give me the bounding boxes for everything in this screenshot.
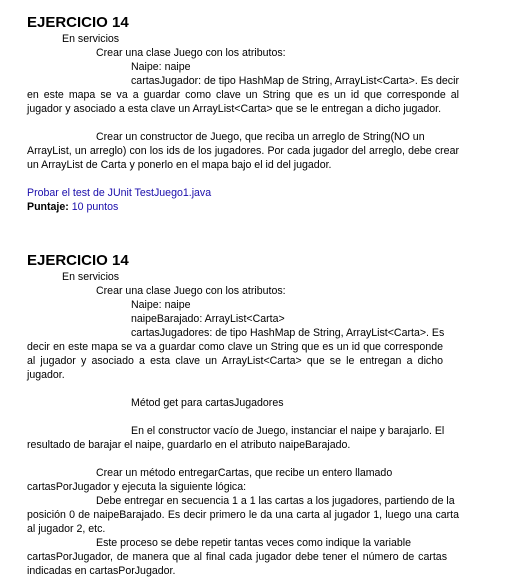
exercise-2-section: En servicios: [62, 271, 120, 283]
score-label: Puntaje:: [27, 201, 69, 213]
exercise-1-attr-naipe: Naipe: naipe: [131, 61, 191, 73]
exercise-2-attr-naipe-barajado: naipeBarajado: ArrayList<Carta>: [131, 313, 285, 325]
document-page: [27, 14, 467, 578]
exercise-1-attr-cartas-first: cartasJugador: de tipo HashMap de String, ArrayList<Carta>. Es decir: [131, 75, 459, 87]
exercise-2-ctor-first: En el constructor vacío de Juego, instanciar el naipe y barajarlo. El: [131, 425, 445, 437]
exercise-1-intro: Crear una clase Juego con los atributos:: [96, 47, 286, 59]
exercise-2-attr-naipe: Naipe: naipe: [131, 299, 191, 311]
exercise-2-method-first: Crear un método entregarCartas, que recibe un entero llamado: [96, 467, 393, 479]
exercise-2-logic1-first: Debe entregar en secuencia 1 a 1 las cartas a los jugadores, partiendo de la: [96, 495, 455, 507]
exercise-2-intro: Crear una clase Juego con los atributos:: [96, 285, 286, 297]
exercise-2-title: EJERCICIO 14: [27, 252, 129, 269]
exercise-2-attr-cartas-rest: decir en este mapa se va a guardar como clave un String que es un id que corresponde al jugador y asociado a esta clave un ArrayList<Carta> que se le entregan a dicho jugador.: [27, 341, 443, 381]
exercise-1-title: EJERCICIO 14: [27, 14, 129, 31]
exercise-1-ctor-first: Crear un constructor de Juego, que reciba un arreglo de String(NO un: [96, 131, 425, 143]
exercise-2-method-rest: cartasPorJugador y ejecuta la siguiente lógica:: [27, 481, 247, 493]
junit-test-link[interactable]: Probar el test de JUnit TestJuego1.java: [27, 187, 212, 199]
exercise-2-getter: Métod get para cartasJugadores: [131, 397, 284, 409]
exercise-2-ctor-rest: resultado de barajar el naipe, guardarlo en el atributo naipeBarajado.: [27, 439, 351, 451]
exercise-1-ctor-rest: ArrayList, un arreglo) con los ids de los jugadores. Por cada jugador del arreglo, debe crear un ArrayList de Carta y ponerlo en el mapa bajo el id del jugador.: [27, 145, 459, 171]
exercise-2-logic1-rest: posición 0 de naipeBarajado. Es decir primero le da una carta al jugador 1, luego una carta al jugador 2, etc.: [27, 509, 459, 535]
exercise-1-section: En servicios: [62, 33, 120, 45]
score-line: [27, 200, 467, 214]
exercise-2-logic2-rest: cartasPorJugador, de manera que al final cada jugador debe tener el número de cartas indicadas en cartasPorJugador.: [27, 551, 447, 577]
exercise-1-attr-cartas-rest: en este mapa se va a guardar como clave un String que es un id que corresponde al jugador y asociado a esta clave un ArrayList<Carta> que se le entregan a dicho jugador.: [27, 89, 459, 115]
exercise-2-logic2-first: Este proceso se debe repetir tantas veces como indique la variable: [96, 537, 412, 549]
exercise-2-attr-cartas-first: cartasJugadores: de tipo HashMap de String, ArrayList<Carta>. Es: [131, 327, 445, 339]
score-value: 10 puntos: [71, 201, 119, 213]
